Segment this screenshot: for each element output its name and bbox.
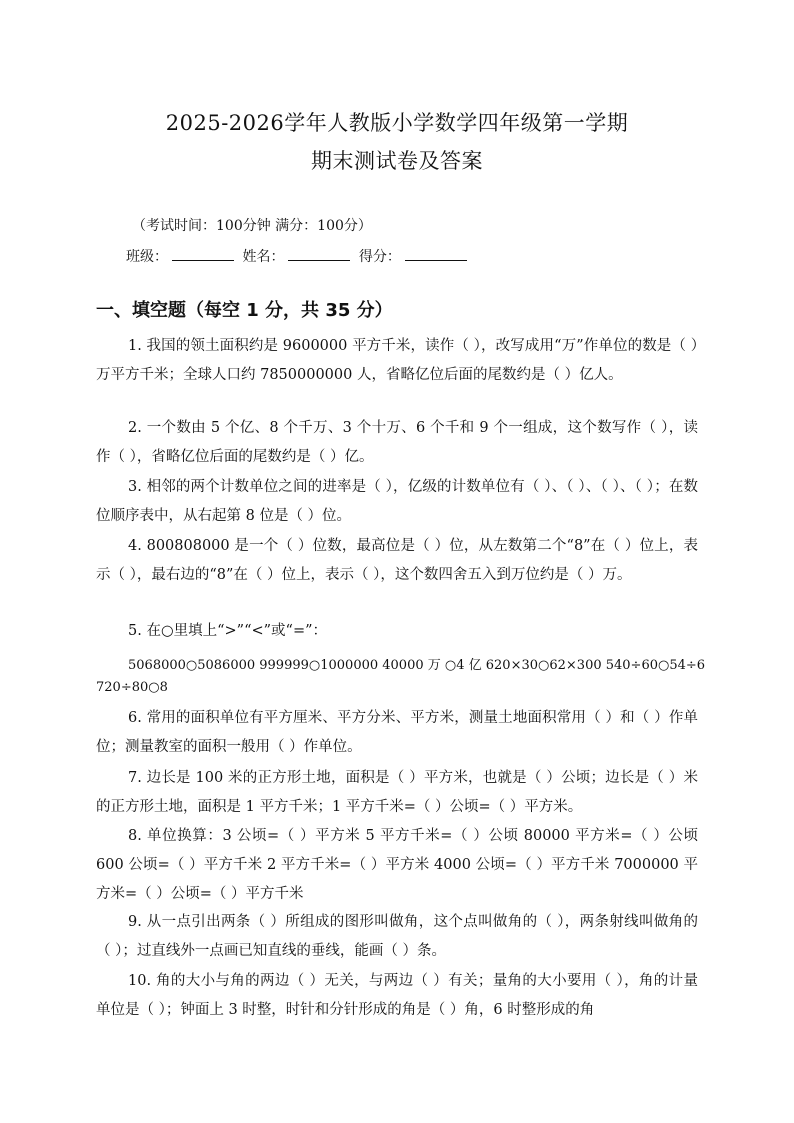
question-4: 4. 800808000 是一个（ ）位数，最高位是（ ）位，从左数第二个“8”在（ ）位上，表示（ ），最右边的“8”在（ ）位上，表示（ ），这个数四舍五入到万位约是（ ）万。 — [96, 538, 698, 583]
student-info-row — [126, 246, 471, 266]
question-10: 10. 角的大小与角的两边（ ）无关，与两边（ ）有关；量角的大小要用（ ），角的计量单位是（ ）；钟面上 3 时整，时针和分针形成的角是（ ）角，6 时整形成的角 — [96, 973, 698, 1018]
score-blank — [405, 246, 467, 261]
name-blank — [288, 246, 350, 261]
class-blank — [172, 246, 234, 261]
exam-info: （考试时间：100分钟 满分：100分） — [132, 218, 372, 234]
question-5: 5. 在○里填上“>”“<”或“=”： — [128, 623, 328, 639]
question-2: 2. 一个数由 5 个亿、8 个千万、3 个十万、6 个千和 9 个一组成，这个数写作（ ），读作（ ），省略亿位后面的尾数约是（ ）亿。 — [96, 420, 698, 465]
score-label: 得分： — [358, 249, 401, 265]
class-label: 班级： — [126, 249, 168, 265]
question-9: 9. 从一点引出两条（ ）所组成的图形叫做角，这个点叫做角的（ ），两条射线叫做角的（ ）；过直线外一点画已知直线的垂线，能画（ ）条。 — [96, 914, 698, 959]
question-5-row-2: 720÷80○8 — [96, 680, 168, 695]
question-5-row-1: 5068000○5086000 999999○1000000 40000 万 ○4 亿 620×30○62×300 540÷60○54÷6 — [128, 658, 706, 673]
question-7: 7. 边长是 100 米的正方形土地，面积是（ ）平方米，也就是（ ）公顷；边长是（ ）米的正方形土地，面积是 1 平方千米；1 平方千米=（ ）公顷=（ ）平方米。 — [96, 770, 698, 815]
section-title: 一、填空题（每空 1 分，共 35 分） — [96, 300, 393, 321]
question-1: 1. 我国的领土面积约是 9600000 平方千米，读作（ ），改写成用“万”作单位的数是（ ）万平方千米；全球人口约 7850000000 人，省略亿位后面的尾数约是（ ）亿人。 — [96, 338, 698, 383]
page-title-line1: 2025-2026学年人教版小学数学四年级第一学期 — [165, 111, 629, 135]
page-title-line2: 期末测试卷及答案 — [311, 149, 483, 173]
question-6: 6. 常用的面积单位有平方厘米、平方分米、平方米，测量土地面积常用（ ）和（ ）作单位；测量教室的面积一般用（ ）作单位。 — [96, 710, 698, 755]
question-8: 8. 单位换算：3 公顷=（ ）平方米 5 平方千米=（ ）公顷 80000 平方米=（ ）公顷 600 公顷=（ ）平方千米 2 平方千米=（ ）平方米 4000 公顷=（ ）平方千米 7000000 平方米=（ ）公顷=（ ）平方千米 — [96, 828, 698, 902]
question-3: 3. 相邻的两个计数单位之间的进率是（ ），亿级的计数单位有（ ）、（ ）、（ ）、（ ）；在数位顺序表中，从右起第 8 位是（ ）位。 — [96, 479, 698, 524]
name-label: 姓名： — [242, 249, 285, 265]
